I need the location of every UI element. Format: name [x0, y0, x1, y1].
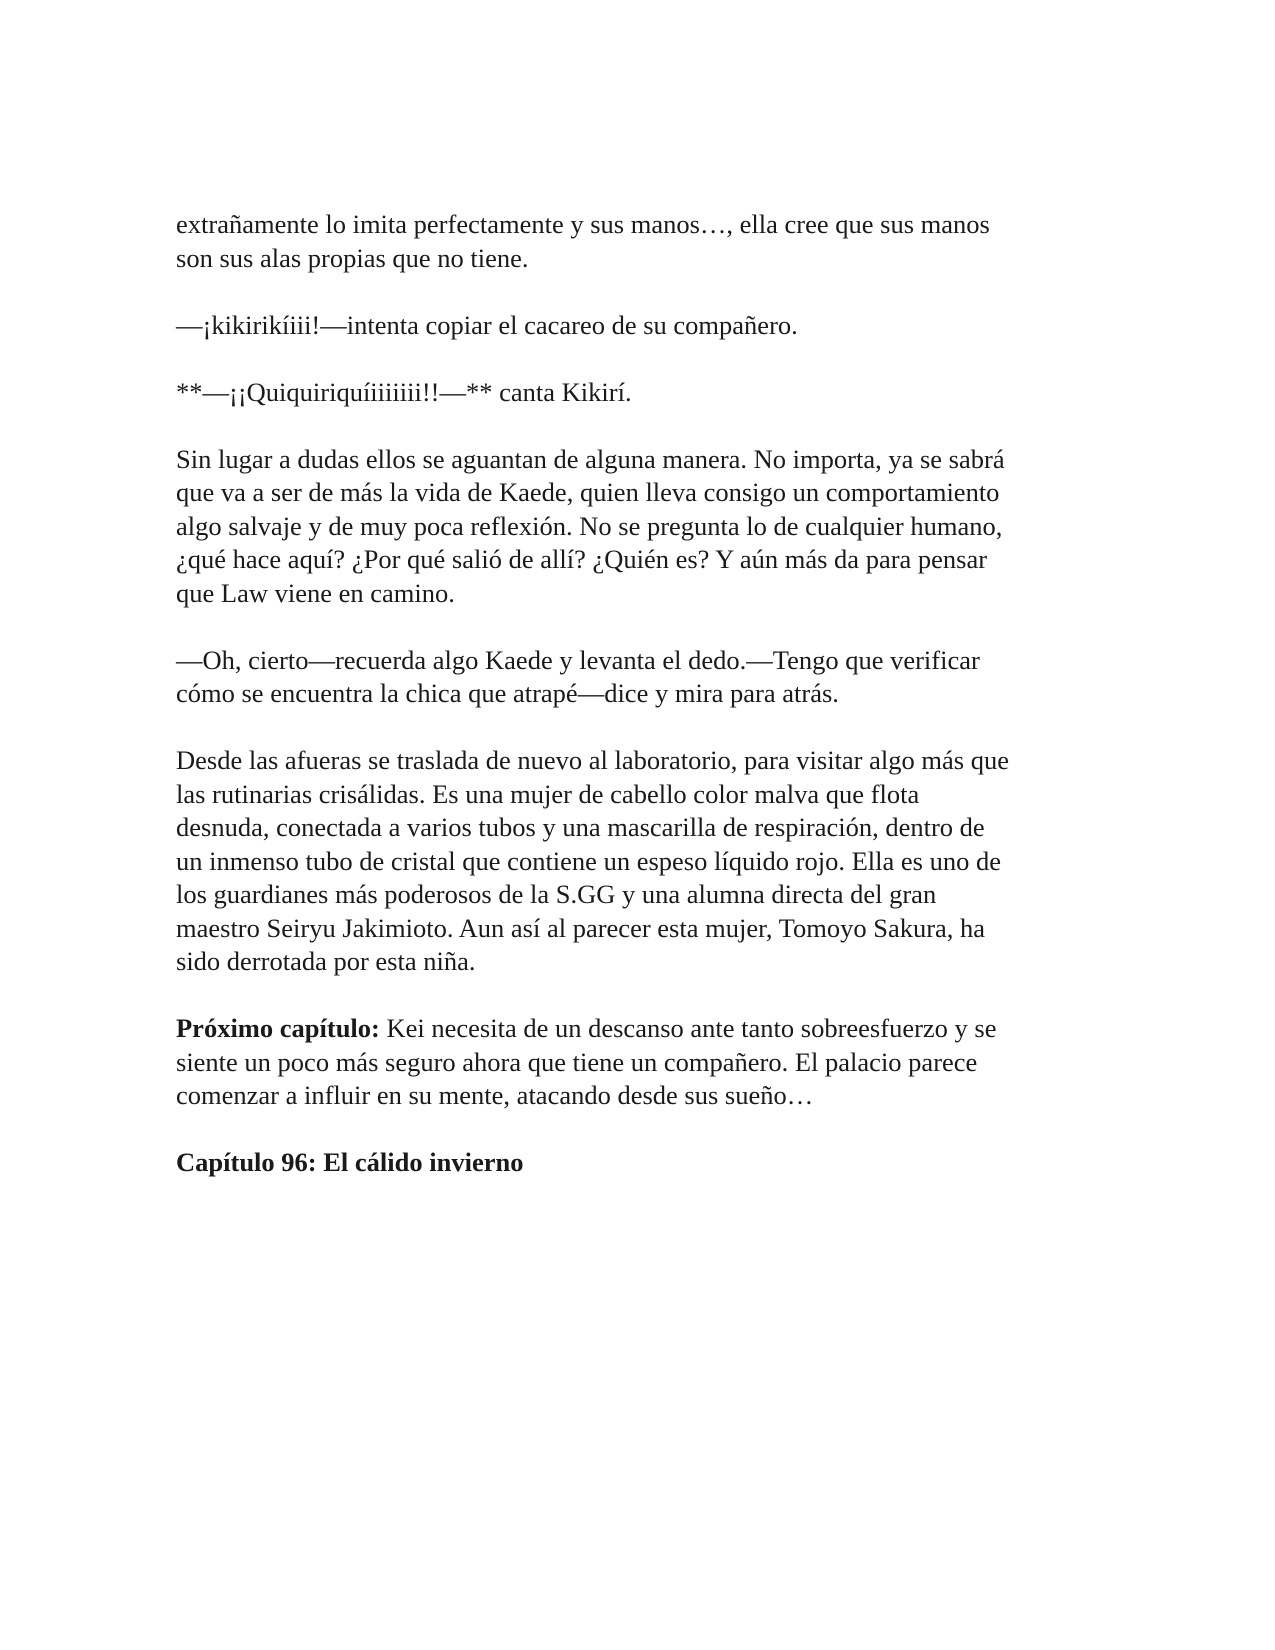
text-line	[176, 1012, 1096, 1046]
text-line: algo salvaje y de muy poca reflexión. No se pregunta lo de cualquier humano,	[176, 510, 1003, 541]
paragraph-4	[176, 443, 1096, 611]
chapter-title	[176, 1146, 1096, 1180]
paragraph-2	[176, 309, 1096, 343]
text-line: Desde las afueras se traslada de nuevo al laboratorio, para visitar algo más que	[176, 745, 1009, 775]
document-body	[176, 208, 1096, 1213]
text-line: desnuda, conectada a varios tubos y una mascarilla de respiración, dentro de	[176, 812, 985, 842]
text-line: los guardianes más poderosos de la S.GG y una alumna directa del gran	[176, 879, 937, 909]
text-line: ¿qué hace aquí? ¿Por qué salió de allí? ¿Quién es? Y aún más da para pensar	[176, 544, 988, 574]
text-line: las rutinarias crisálidas. Es una mujer de cabello color malva que flota	[176, 778, 920, 809]
chapter-title-text: Capítulo 96: El cálido invierno	[176, 1147, 524, 1177]
text-line: son sus alas propias que no tiene.	[176, 242, 529, 273]
text-line: que Law viene en camino.	[176, 577, 455, 608]
text-line: —¡kikirikíiii!—intenta copiar el cacareo de su compañero.	[176, 309, 798, 340]
text-line: **—¡¡Quiquiriquíiiiiiii!!—** canta Kikirí.	[176, 376, 632, 407]
paragraph-3	[176, 376, 1096, 410]
text-line: comenzar a influir en su mente, atacando desde sus sueño…	[176, 1080, 814, 1110]
text-line: sido derrotada por esta niña.	[176, 946, 476, 976]
next-chapter-paragraph	[176, 1012, 1096, 1113]
text-line: maestro Seiryu Jakimioto. Aun así al parecer esta mujer, Tomoyo Sakura, ha	[176, 912, 986, 943]
text-line: —Oh, cierto—recuerda algo Kaede y levanta el dedo.—Tengo que verificar	[176, 644, 980, 675]
text-line: Sin lugar a dudas ellos se aguantan de alguna manera. No importa, ya se sabrá	[176, 443, 1005, 474]
next-chapter-text: Kei necesita de un descanso ante tanto sobreesfuerzo y se	[379, 1013, 997, 1043]
paragraph-1	[176, 208, 1096, 275]
text-line: extrañamente lo imita perfectamente y sus manos…, ella cree que sus manos	[176, 209, 990, 239]
text-line: un inmenso tubo de cristal que contiene un espeso líquido rojo. Ella es uno de	[176, 845, 1002, 876]
next-chapter-label: Próximo capítulo:	[176, 1013, 380, 1043]
text-line: siente un poco más seguro ahora que tiene un compañero. El palacio parece	[176, 1046, 978, 1077]
text-line: cómo se encuentra la chica que atrapé—dice y mira para atrás.	[176, 678, 839, 708]
text-line: que va a ser de más la vida de Kaede, quien lleva consigo un comportamiento	[176, 477, 1000, 507]
paragraph-5	[176, 644, 1096, 711]
paragraph-6	[176, 744, 1096, 979]
